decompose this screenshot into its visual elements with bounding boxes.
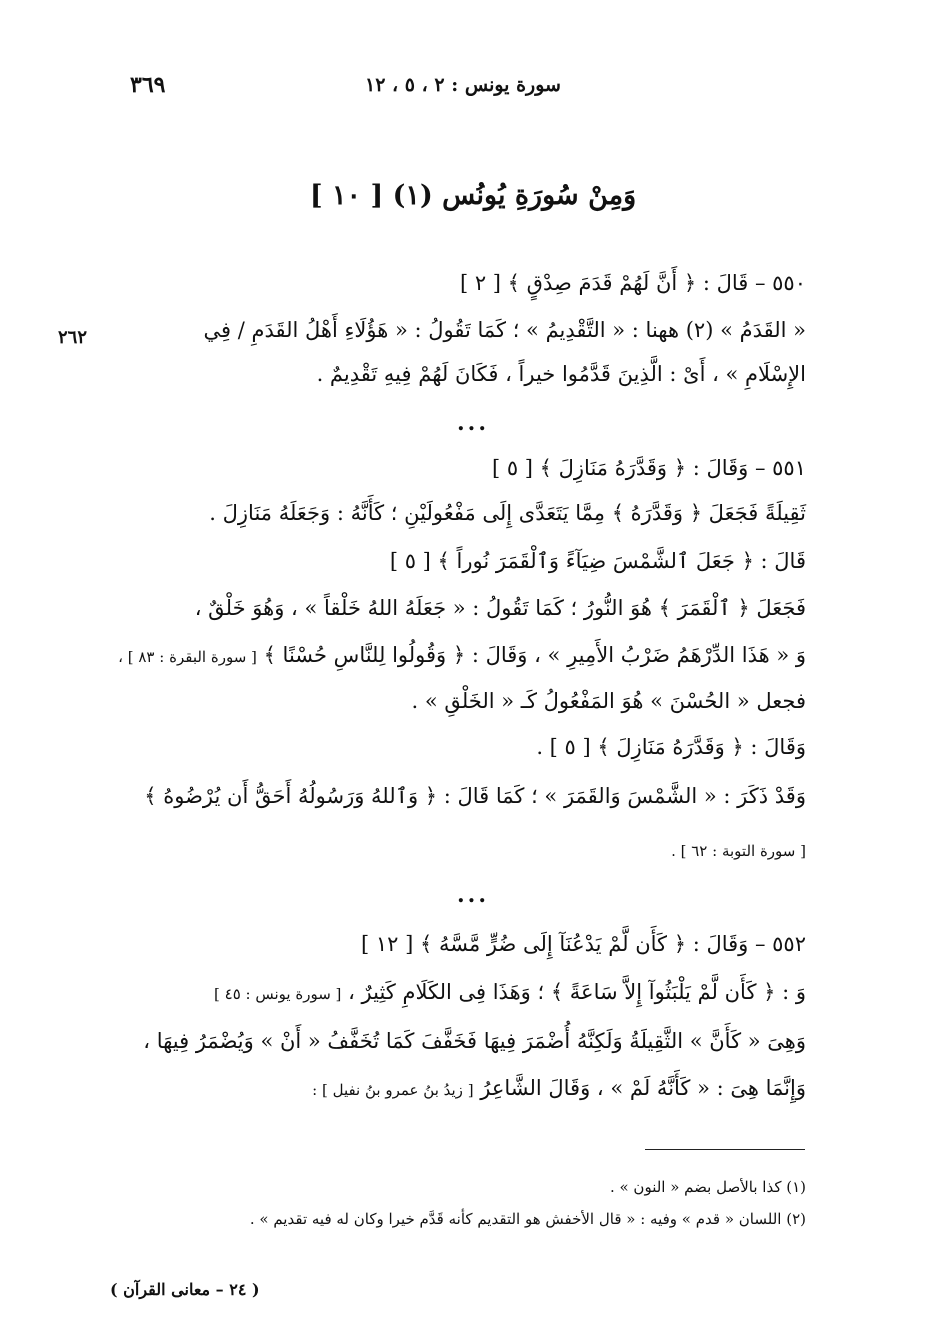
- quran-reference: [ سورة يونس : ٤٥ ]: [214, 985, 342, 1003]
- text-line: ثَقِيلَةً فَجَعَلَ ﴿ وَقَدَّرَهُ ﴾ مِمَّا يَتَعَدَّى إِلَى مَفْعُولَيْنِ ؛ كَأَنَّهُ : وَجَعَلَهُ مَنَازِلَ .: [209, 501, 806, 525]
- text-line: [118, 643, 806, 667]
- separator-dots: ...: [457, 410, 489, 436]
- text-line: فَجَعَلَ ﴿ ٱلْقَمَرَ ﴾ هُوَ النُّورُ ؛ كَمَا تَقُولُ : « جَعَلَهُ اللهُ خَلْقاً » ، وَهُوَ خَلْقٌ ،: [194, 596, 806, 620]
- text-line: وَقَالَ : ﴿ وَقَدَّرَهُ مَنَازِلَ ﴾ [ ٥ ] .: [536, 735, 806, 759]
- text-line: وَقَدْ ذَكَرَ : « الشَّمْسَ وَالقَمَرَ » ؛ كَمَا قَالَ : ﴿ وَٱللهُ وَرَسُولُهُ أَحَقُّ أَن يُرْضُوهُ ﴾: [144, 784, 806, 808]
- text-line: [214, 980, 806, 1004]
- footnote-rule: [645, 1149, 805, 1150]
- entry-550-heading: ٥٥٠ – قَالَ : ﴿ أَنَّ لَهُمْ قَدَمَ صِدْقٍ ﴾ [ ٢ ]: [459, 271, 806, 295]
- poet-reference: [ زيدُ بنُ عمرو بنُ نفيل ] :: [312, 1081, 474, 1099]
- text-segment: وَ : ﴿ كَأَن لَّمْ يَلْبَثُوآ إِلاَّ سَاعَةً ﴾ ؛ وَهَذَا فِى الكَلَامِ كَثِيرٌ ،: [348, 980, 806, 1004]
- text-segment: وَإِنَّمَا هِىَ : « كَأَنَّهُ لَمْ » ، وَقَالَ الشَّاعِرُ: [480, 1076, 806, 1100]
- quran-reference: [ سورة البقرة : ٨٣ ] ،: [118, 648, 257, 666]
- page-number: ٣٦٩: [130, 72, 166, 98]
- text-line: قَالَ : ﴿ جَعَلَ ٱلشَّمْسَ ضِيَآءً وَٱلْقَمَرَ نُوراً ﴾ [ ٥ ]: [389, 549, 806, 573]
- footnote-2: (٢) اللسان « قدم » وفيه : « قال الأخفش هو التقديم كأنه قَدَّم خيرا وكان له فيه تقديم » .: [249, 1210, 806, 1228]
- text-line: الإِسْلَامِ » ، أَىْ : الَّذِينَ قَدَّمُوا خيراً ، فَكَانَ لَهُمْ فِيهِ تَقْدِيمٌ .: [316, 362, 806, 386]
- entry-552-heading: ٥٥٢ – وَقَالَ : ﴿ كَأَن لَّمْ يَدْعُنَآ إِلَى ضُرٍّ مَّسَّهُ ﴾ [ ١٢ ]: [361, 932, 806, 956]
- text-line: [312, 1076, 806, 1100]
- quran-reference: [ سورة التوبة : ٦٢ ] .: [671, 842, 806, 860]
- entry-551-heading: ٥٥١ – وَقَالَ : ﴿ وَقَدَّرَهُ مَنَازِلَ ﴾ [ ٥ ]: [491, 456, 806, 480]
- margin-page-ref: ٢٦٢: [58, 327, 88, 348]
- signature-footer: ( ٢٤ – معانى القرآن ): [110, 1280, 260, 1299]
- running-header: سورة يونس : ٢ ، ٥ ، ١٢: [365, 74, 561, 96]
- footnote-1: (١) كذا بالأصل بضم « النون » .: [609, 1178, 806, 1196]
- text-line: فجعل « الحُسْنَ » هُوَ المَفْعُولُ كَـ « الخَلْقِ » .: [411, 689, 806, 713]
- text-line: « القَدَمُ » (٢) ههنا : « التَّقْدِيمُ » ؛ كَمَا تَقُولُ : « هَؤُلَاءِ أَهْلُ القَدَمِ / فِي: [203, 318, 806, 342]
- text-segment: وَ « هَذَا الدِّرْهَمُ ضَرْبُ الأَمِيرِ » ، وَقَالَ : ﴿ وَقُولُوا لِلنَّاسِ حُسْنًا ﴾: [263, 643, 806, 667]
- separator-dots: ...: [457, 882, 489, 908]
- text-line: وَهِىَ « كَأَنَّ » الثَّقِيلَةُ وَلَكِنَّهُ أُضْمَرَ فِيهَا فَخَفَّفَ كَمَا تُخَفَّفُ « أَنْ » وَيُضْمَرُ فِيهَا ،: [143, 1029, 806, 1053]
- section-heading: وَمِنْ سُورَةِ يُونُس (١) [ ١٠ ]: [309, 180, 637, 211]
